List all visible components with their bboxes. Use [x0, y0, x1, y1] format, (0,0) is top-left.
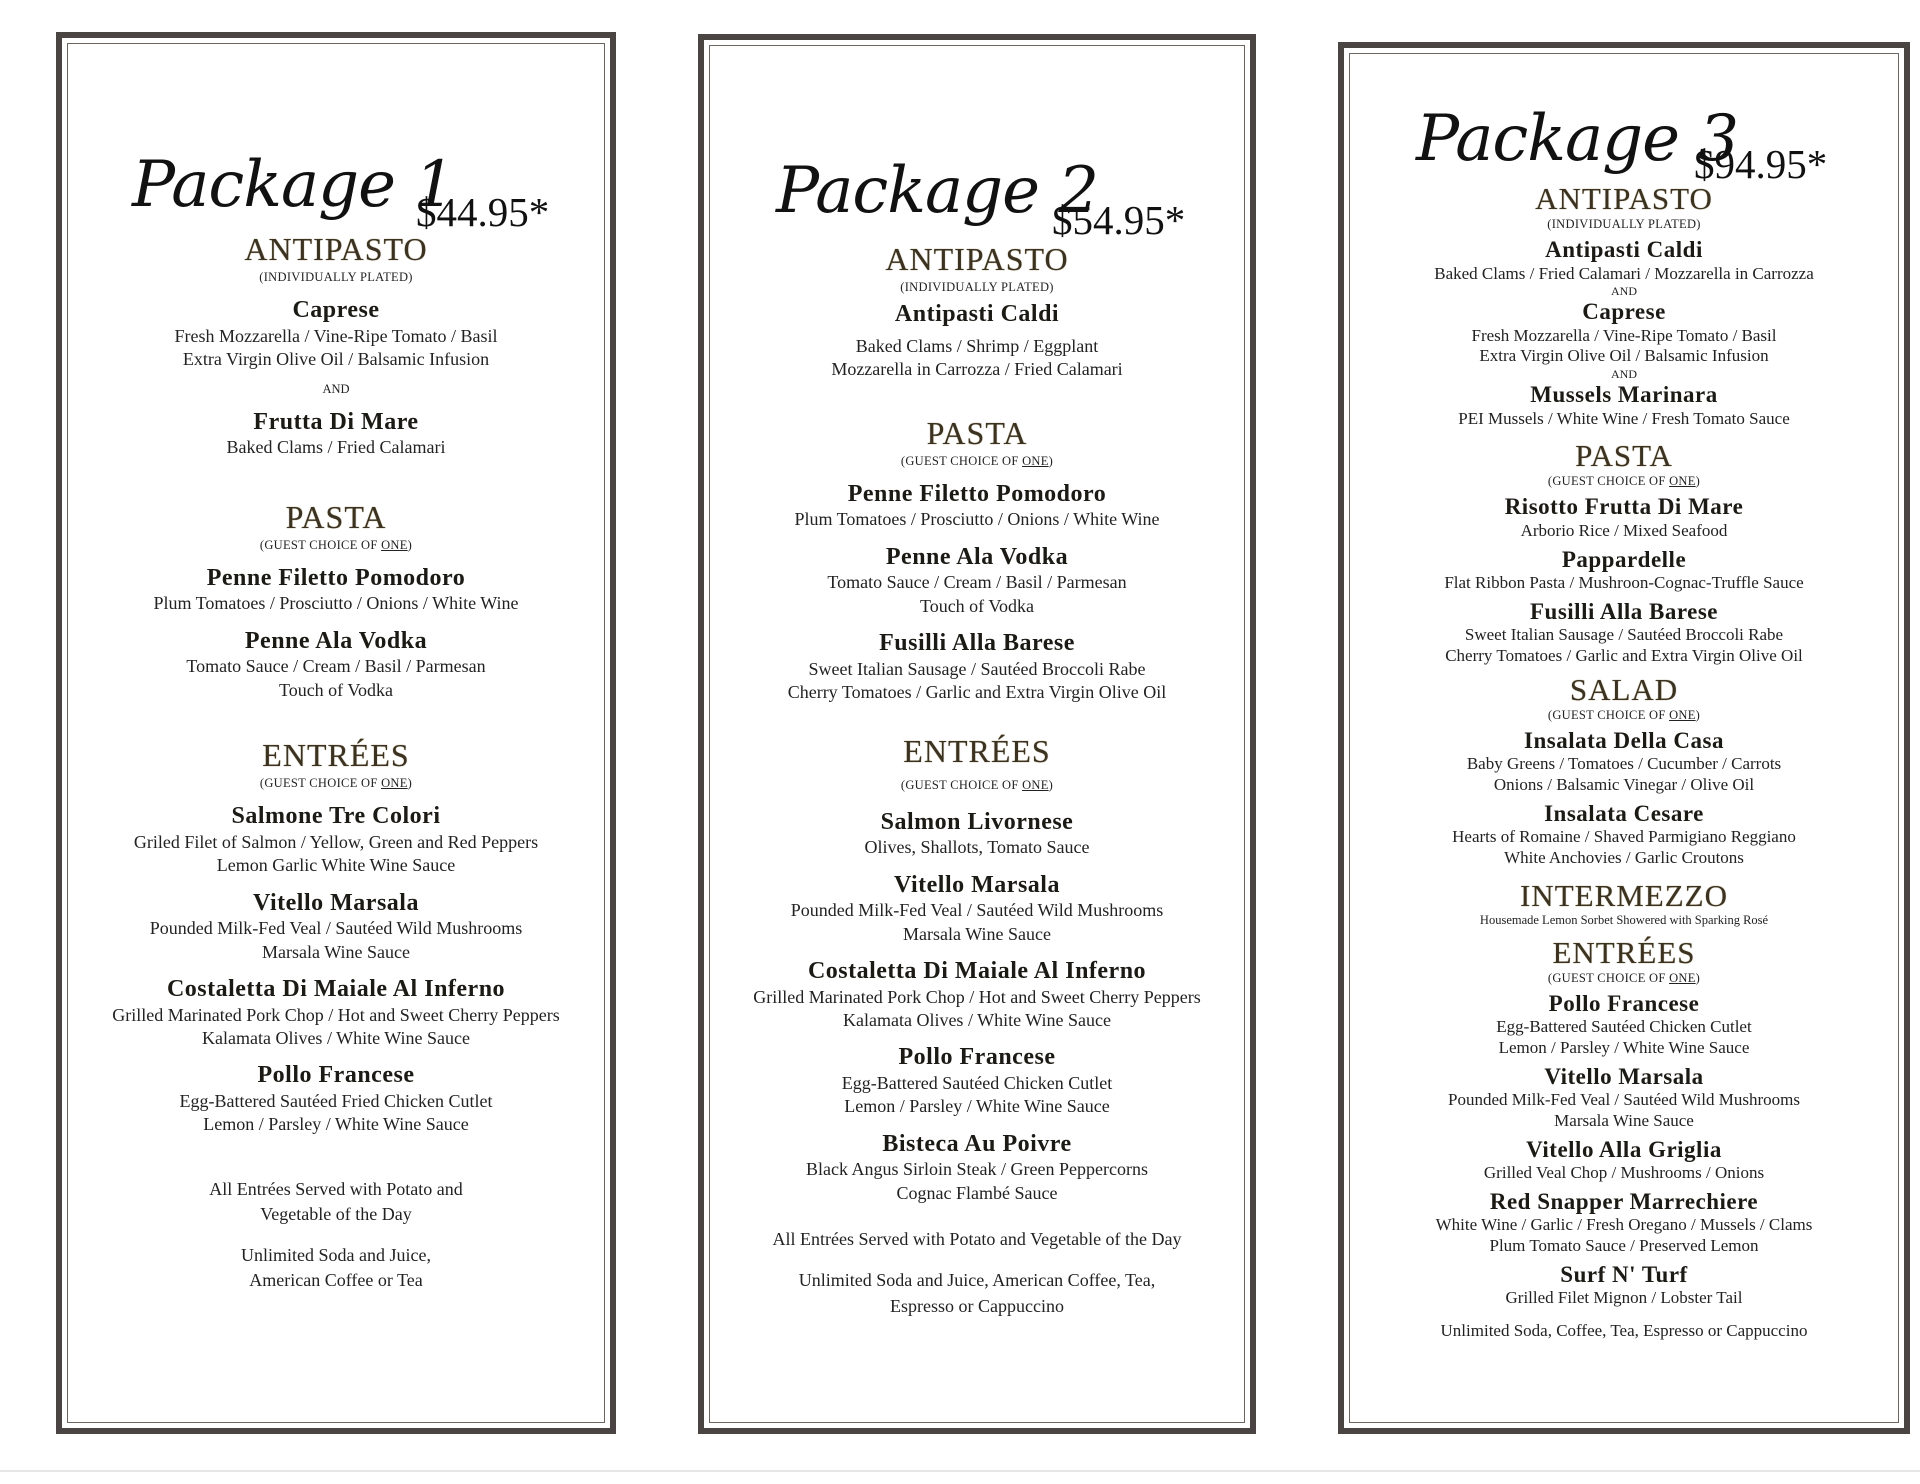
menu-item-desc: Baked Clams / Shrimp / Eggplant [855, 335, 1099, 356]
section-note: (INDIVIDUALLY PLATED) [900, 280, 1054, 295]
menu-item-desc: Egg-Battered Sautéed Chicken Cutlet [1496, 1017, 1752, 1037]
menu-item-title: Insalata Della Casa [1524, 727, 1724, 753]
footer-line: All Entrées Served with Potato and Vegetable of the Day [772, 1229, 1182, 1250]
menu-item-desc: Grilled Marinated Pork Chop / Hot and Sweet Cherry Peppers [753, 986, 1201, 1007]
section-title: PASTA [1575, 438, 1673, 474]
entrees-section [1350, 936, 1898, 1309]
menu-item-desc: Marsala Wine Sauce [1554, 1111, 1694, 1131]
menu-item [1350, 991, 1898, 1059]
menu-item-desc: Griled Filet of Salmon / Yellow, Green and Red Peppers [133, 831, 539, 852]
menu-item [1350, 599, 1898, 667]
menu-item [710, 630, 1244, 704]
menu-item-desc: Touch of Vodka [919, 595, 1035, 616]
section-title: ANTIPASTO [244, 231, 428, 267]
menu-item-desc: Pounded Milk-Fed Veal / Sautéed Wild Mushrooms [149, 918, 523, 939]
section-title: ENTRÉES [262, 737, 410, 774]
menu-item [68, 297, 604, 371]
menu-item-desc: Lemon Garlic White Wine Sauce [216, 855, 456, 876]
menu-item-desc: Baby Greens / Tomatoes / Cucumber / Carrots [1466, 754, 1782, 774]
menu-item [68, 803, 604, 877]
menu-item-desc: Lemon / Parsley / White Wine Sauce [203, 1114, 469, 1135]
menu-item-title: Pollo Francese [257, 1062, 415, 1089]
menu-item-desc: Plum Tomato Sauce / Preserved Lemon [1489, 1236, 1759, 1256]
menu-item-desc: Egg-Battered Sautéed Chicken Cutlet [841, 1073, 1113, 1093]
menu-item-title: Penne Ala Vodka [885, 543, 1069, 570]
menu-item-title: Penne Filetto Pomodoro [206, 564, 466, 591]
menu-item-desc: Tomato Sauce / Cream / Basil / Parmesan [186, 656, 486, 677]
package-2-price: $54.95* [1052, 197, 1186, 243]
menu-item-title: Penne Ala Vodka [244, 627, 428, 654]
menu-item [68, 890, 604, 964]
menu-item-desc: Lemon / Parsley / White Wine Sauce [1498, 1038, 1750, 1058]
package-3-header [1350, 92, 1898, 187]
menu-item [1350, 1137, 1898, 1184]
package-3-price: $94.95* [1694, 141, 1828, 187]
menu-item-desc: White Anchovies / Garlic Croutons [1504, 847, 1744, 867]
section-note: (INDIVIDUALLY PLATED) [1547, 217, 1701, 232]
menu-item [1350, 1189, 1898, 1257]
menu-item-desc: Marsala Wine Sauce [262, 941, 410, 962]
menu-item-desc: Black Angus Sirloin Steak / Green Peppercorns [806, 1159, 1148, 1180]
menu-item [68, 976, 604, 1050]
section-note: (GUEST CHOICE OF ONE) [1547, 474, 1701, 489]
menu-item-title: Vitello Marsala [1544, 1063, 1704, 1089]
menu-item-desc: Plum Tomatoes / Prosciutto / Onions / White Wine [153, 593, 519, 614]
menu-item-desc: Grilled Marinated Pork Chop / Hot and Sweet Cherry Peppers [112, 1004, 560, 1025]
menu-item [1350, 299, 1898, 367]
menu-item [710, 301, 1244, 381]
menu-item-desc: Grilled Filet Mignon / Lobster Tail [1505, 1288, 1743, 1308]
package-2-inner-border [709, 45, 1245, 1423]
menu-item [1350, 801, 1898, 869]
and-label: AND [1611, 284, 1637, 299]
menu-item-title: Bisteca Au Poivre [882, 1130, 1072, 1157]
menu-item-desc: Olives, Shallots, Tomato Sauce [864, 837, 1090, 858]
menu-item-desc: Pounded Milk-Fed Veal / Sautéed Wild Mushrooms [790, 900, 1164, 921]
menu-item-desc: Housemade Lemon Sorbet Showered with Sparking Rosé [1479, 912, 1769, 927]
menu-item-desc: Kalamata Olives / White Wine Sauce [842, 1010, 1112, 1031]
menu-item [1350, 237, 1898, 284]
menu-item-desc: Arborio Rice / Mixed Seafood [1520, 520, 1728, 540]
menu-item [68, 409, 604, 460]
menu-item-title: Fusilli Alla Barese [1530, 598, 1718, 624]
package-1-inner-border [67, 43, 605, 1423]
menu-item-title: Caprese [1582, 299, 1666, 325]
menu-item-title: Frutta Di Mare [253, 408, 419, 435]
and-label: AND [1611, 367, 1637, 382]
menu-item-title: Insalata Cesare [1544, 800, 1704, 826]
menu-item [1350, 494, 1898, 541]
section-title: ANTIPASTO [885, 241, 1069, 277]
footer-line: Unlimited Soda and Juice, [241, 1245, 431, 1266]
menu-item-desc: Touch of Vodka [278, 679, 394, 700]
menu-item [68, 628, 604, 702]
footer-line: Unlimited Soda and Juice, American Coffee, Tea, [798, 1270, 1156, 1291]
menu-item-title: Risotto Frutta Di Mare [1504, 494, 1744, 520]
menu-item-title: Vitello Marsala [253, 889, 419, 916]
package-3-name: Package 3 [1416, 102, 1739, 176]
salad-section [1350, 673, 1898, 869]
page-bottom-divider [0, 1470, 1920, 1472]
menu-item-desc: Baked Clams / Fried Calamari / Mozzarella in Carrozza [1434, 263, 1814, 283]
menu-item-desc: Tomato Sauce / Cream / Basil / Parmesan [827, 572, 1127, 593]
package-1-panel [56, 32, 616, 1434]
pasta-section [1350, 439, 1898, 666]
menu-item-desc: Extra Virgin Olive Oil / Balsamic Infusion [1479, 346, 1769, 366]
menu-item-desc: Fresh Mozzarella / Vine-Ripe Tomato / Basil [1471, 325, 1777, 345]
menu-item [1350, 382, 1898, 429]
menu-item-title: Caprese [292, 297, 380, 324]
menu-item-desc: Sweet Italian Sausage / Sautéed Broccoli Rabe [1464, 625, 1784, 645]
menu-item-desc: Flat Ribbon Pasta / Mushroon-Cognac-Truffle Sauce [1444, 573, 1804, 593]
menu-item [710, 1131, 1244, 1205]
antipasto-section [1350, 182, 1898, 429]
menu-item-desc: Kalamata Olives / White Wine Sauce [201, 1028, 471, 1049]
section-title: INTERMEZZO [1519, 877, 1729, 913]
menu-item-title: Fusilli Alla Barese [879, 630, 1075, 657]
section-note: (GUEST CHOICE OF ONE) [259, 776, 413, 791]
menu-item-desc: Cognac Flambé Sauce [896, 1182, 1058, 1203]
menu-item-desc: Hearts of Romaine / Shaved Parmigiano Reggiano [1452, 827, 1796, 847]
menu-item-title: Antipasti Caldi [894, 301, 1060, 328]
package-footer [710, 1227, 1244, 1319]
package-2-panel [698, 34, 1256, 1434]
menu-item [710, 544, 1244, 618]
menu-item-title: Penne Filetto Pomodoro [847, 480, 1107, 507]
menu-item [68, 1062, 604, 1136]
footer-line: American Coffee or Tea [249, 1270, 423, 1291]
menu-item [1350, 728, 1898, 796]
menu-item-title: Red Snapper Marrechiere [1489, 1189, 1759, 1215]
and-label: AND [322, 381, 350, 396]
menu-item [710, 809, 1244, 860]
menu-item-title: Surf N' Turf [1560, 1261, 1688, 1287]
package-1-price: $44.95* [416, 189, 550, 235]
menu-item-desc: Cherry Tomatoes / Garlic and Extra Virgin Olive Oil [1445, 645, 1803, 665]
package-1-name: Package 1 [132, 148, 455, 222]
menu-item [710, 872, 1244, 946]
menu-item [710, 481, 1244, 532]
section-note: (GUEST CHOICE OF ONE) [900, 777, 1054, 792]
section-note: (GUEST CHOICE OF ONE) [900, 453, 1054, 468]
menu-item [1350, 1262, 1898, 1309]
menu-item-desc: Sweet Italian Sausage / Sautéed Broccoli Rabe [808, 658, 1146, 679]
footer-line: Espresso or Cappuccino [890, 1295, 1064, 1316]
menu-item-title: Vitello Alla Griglia [1526, 1136, 1722, 1162]
section-title: ANTIPASTO [1535, 181, 1713, 216]
menu-item-desc: Lemon / Parsley / White Wine Sauce [844, 1096, 1110, 1117]
menu-item-title: Salmon Livornese [880, 808, 1074, 835]
entrees-section [68, 738, 604, 1137]
menu-item [710, 958, 1244, 1032]
menu-item [710, 1044, 1244, 1118]
section-title: ENTRÉES [1552, 934, 1696, 970]
section-note: (INDIVIDUALLY PLATED) [259, 270, 413, 285]
menu-item-desc: Egg-Battered Sautéed Fried Chicken Cutlet [179, 1091, 493, 1111]
footer-line: Unlimited Soda, Coffee, Tea, Espresso or Cappuccino [1440, 1321, 1808, 1341]
menu-item-title: Pollo Francese [898, 1044, 1056, 1071]
section-title: PASTA [285, 498, 387, 535]
menu-item-desc: Baked Clams / Fried Calamari [226, 437, 446, 458]
section-note: (GUEST CHOICE OF ONE) [1547, 971, 1701, 986]
pasta-section [68, 500, 604, 703]
footer-line: Vegetable of the Day [260, 1203, 412, 1224]
section-title: ENTRÉES [903, 733, 1051, 770]
menu-item-desc: Onions / Balsamic Vinegar / Olive Oil [1493, 774, 1755, 794]
package-footer [1350, 1319, 1898, 1343]
package-1-header [68, 104, 604, 235]
pasta-section [710, 416, 1244, 705]
menu-item-title: Pappardelle [1561, 546, 1687, 572]
section-note: (GUEST CHOICE OF ONE) [1547, 707, 1701, 722]
menu-item-title: Vitello Marsala [894, 871, 1060, 898]
footer-line: All Entrées Served with Potato and [209, 1178, 463, 1199]
menu-item-title: Mussels Marinara [1530, 382, 1718, 408]
menu-item-desc: Plum Tomatoes / Prosciutto / Onions / White Wine [794, 509, 1160, 530]
package-footer [68, 1177, 604, 1294]
menu-item-title: Costaletta Di Maiale Al Inferno [807, 958, 1147, 985]
section-title: PASTA [926, 414, 1028, 451]
menu-item-title: Pollo Francese [1548, 991, 1700, 1017]
entrees-section [710, 734, 1244, 1205]
menu-item-title: Antipasti Caldi [1545, 237, 1703, 263]
menu-item-desc: White Wine / Garlic / Fresh Oregano / Mussels / Clams [1435, 1215, 1813, 1235]
antipasto-section [710, 242, 1244, 382]
menu-item-desc: Extra Virgin Olive Oil / Balsamic Infusion [182, 349, 490, 370]
intermezzo-section [1350, 879, 1898, 928]
menu-item-desc: Fresh Mozzarella / Vine-Ripe Tomato / Basil [174, 325, 498, 346]
section-note: (GUEST CHOICE OF ONE) [259, 537, 413, 552]
section-title: SALAD [1569, 671, 1679, 707]
package-2-header [710, 106, 1244, 243]
menu-item-desc: Cherry Tomatoes / Garlic and Extra Virgin Olive Oil [787, 682, 1167, 703]
menu-item-desc: Pounded Milk-Fed Veal / Sautéed Wild Mushrooms [1448, 1090, 1800, 1110]
menu-item-desc: Marsala Wine Sauce [903, 923, 1051, 944]
menu-item [1350, 1064, 1898, 1132]
package-3-inner-border [1349, 53, 1899, 1423]
menu-item-title: Salmone Tre Colori [231, 803, 441, 830]
menu-item-desc: PEI Mussels / White Wine / Fresh Tomato Sauce [1458, 408, 1790, 428]
menu-item-desc: Grilled Veal Chop / Mushrooms / Onions [1483, 1163, 1765, 1183]
menu-item [1350, 547, 1898, 594]
antipasto-section [68, 232, 604, 460]
menu-item-desc: Mozzarella in Carrozza / Fried Calamari [831, 359, 1123, 380]
menu-item-title: Costaletta Di Maiale Al Inferno [166, 976, 506, 1003]
menu-item [68, 565, 604, 616]
package-2-name: Package 2 [776, 154, 1099, 228]
package-3-panel [1338, 42, 1910, 1434]
